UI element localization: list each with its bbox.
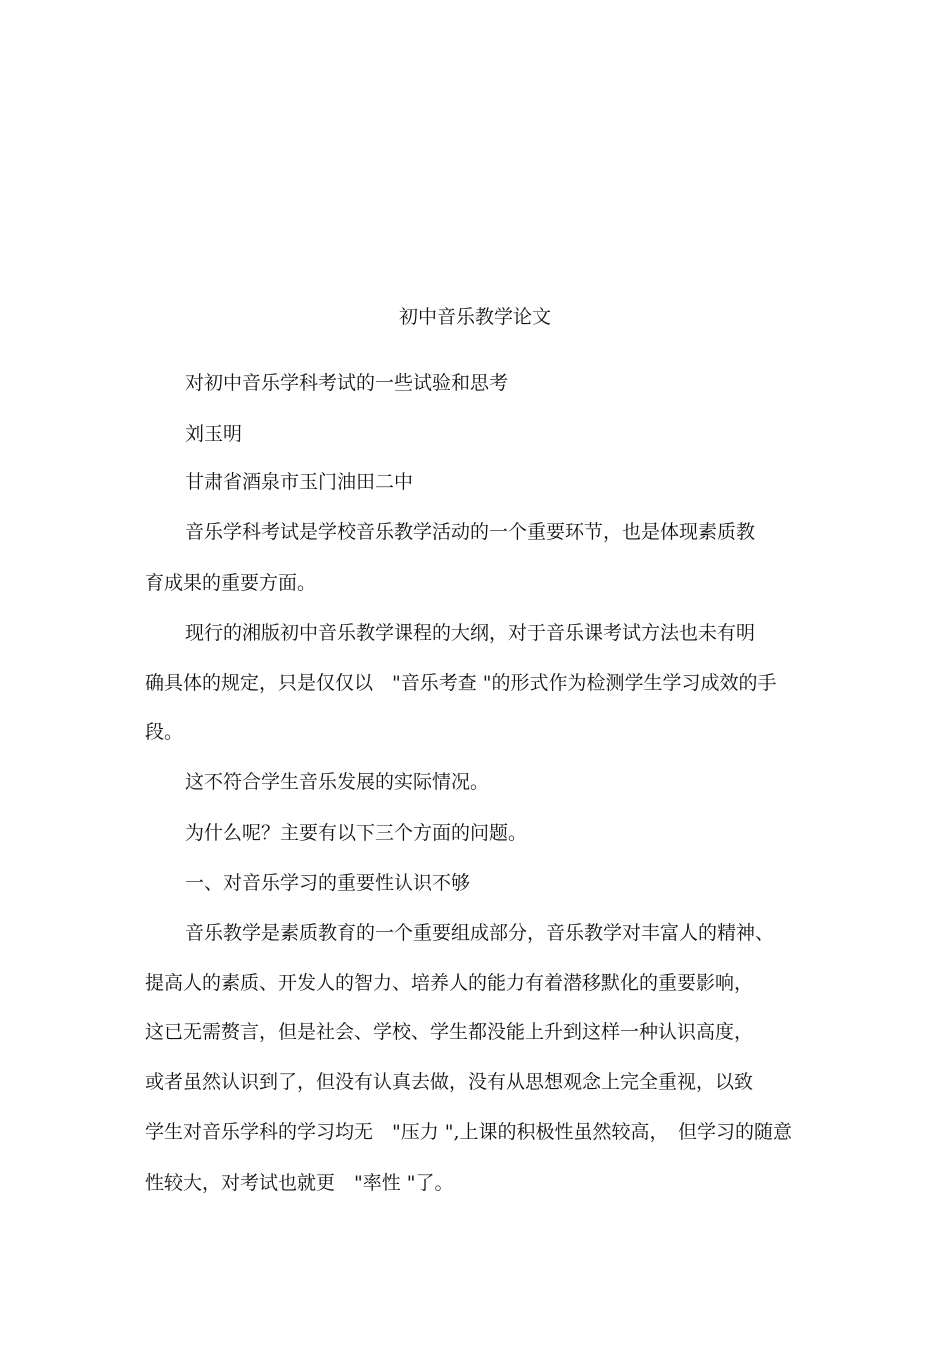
section-heading: 一、对音乐学习的重要性认识不够 (185, 872, 471, 894)
body-line: 或者虽然认识到了，但没有认真去做，没有从思想观念上完全重视，以致 (145, 1071, 754, 1093)
body-line: 育成果的重要方面。 (145, 572, 317, 594)
author-school: 甘肃省酒泉市玉门油田二中 (185, 471, 414, 493)
document-title: 初中音乐教学论文 (398, 306, 551, 328)
paper-subtitle: 对初中音乐学科考试的一些试验和思考 (185, 372, 509, 394)
body-line: 提高人的素质、开发人的智力、培养人的能力有着潜移默化的重要影响， (145, 972, 754, 994)
body-line: 音乐教学是素质教育的一个重要组成部分，音乐教学对丰富人的精神、 (185, 922, 775, 944)
body-line: 这不符合学生音乐发展的实际情况。 (185, 771, 490, 793)
body-line: 现行的湘版初中音乐教学课程的大纲，对于音乐课考试方法也未有明 (185, 622, 756, 644)
body-line: 音乐学科考试是学校音乐教学活动的一个重要环节，也是体现素质教 (185, 521, 756, 543)
author-name: 刘玉明 (185, 423, 243, 445)
body-line: 段。 (145, 721, 184, 743)
body-line: 确具体的规定，只是仅仅以 "音乐考查 "的形式作为检测学生学习成效的手 (145, 672, 777, 694)
body-line: 性较大，对考试也就更 "率性 "了。 (145, 1172, 454, 1194)
body-line: 学生对音乐学科的学习均无 "压力 ",上课的积极性虽然较高， 但学习的随意 (145, 1121, 793, 1143)
body-line: 这已无需赘言，但是社会、学校、学生都没能上升到这样一种认识高度， (145, 1021, 754, 1043)
body-line: 为什么呢？主要有以下三个方面的问题。 (185, 822, 528, 844)
